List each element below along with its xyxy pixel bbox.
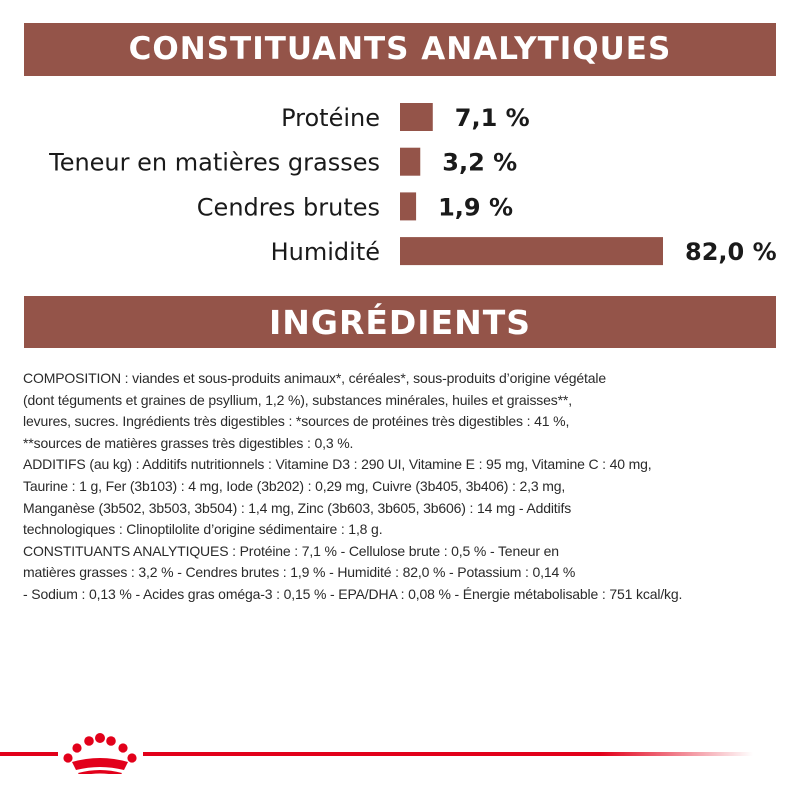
analytical-constituents-chart <box>0 95 800 275</box>
ingredients-line: COMPOSITION : viandes et sous-produits animaux*, céréales*, sous-produits d’origine végétale <box>23 370 607 386</box>
ingredients-line: **sources de matières grasses très digestibles : 0,3 %. <box>23 434 354 451</box>
bar <box>400 237 663 265</box>
ingredients-line: Taurine : 1 g, Fer (3b103) : 4 mg, Iode (3b202) : 0,29 mg, Cuivre (3b405, 3b406) : 2,3 mg, <box>23 477 566 494</box>
ingredients-line: matières grasses : 3,2 % - Cendres brutes : 1,9 % - Humidité : 82,0 % - Potassium : 0,14 % <box>23 564 576 581</box>
category-label: Teneur en matières grasses <box>49 148 380 177</box>
footer-line-left <box>0 752 58 756</box>
ingredients-line: ADDITIFS (au kg) : Additifs nutritionnels : Vitamine D3 : 290 UI, Vitamine E : 95 mg, Vitamine C : 40 mg, <box>23 456 652 473</box>
crown-icon <box>63 733 136 774</box>
ingredients-line: - Sodium : 0,13 % - Acides gras oméga-3 : 0,15 % - EPA/DHA : 0,08 % - Énergie métabolisable : 751 kcal/kg. <box>23 585 683 602</box>
ingredients-line: levures, sucres. Ingrédients très digestibles : *sources de protéines très digestibles : 41 %, <box>23 413 570 430</box>
ingredients-title: INGRÉDIENTS <box>268 303 532 342</box>
value-label: 82,0 % <box>685 238 777 267</box>
category-label: Cendres brutes <box>196 193 380 222</box>
category-label: Humidité <box>270 238 380 267</box>
ingredients-line: CONSTITUANTS ANALYTIQUES : Protéine : 7,1 % - Cellulose brute : 0,5 % - Teneur en <box>23 542 559 559</box>
value-label: 3,2 % <box>442 148 518 177</box>
bar <box>400 103 433 131</box>
category-label: Protéine <box>281 104 380 132</box>
ingredients-line: (dont téguments et graines de psyllium, 1,2 %), substances minérales, huiles et graisses**, <box>23 391 572 408</box>
footer-line-right <box>143 752 753 756</box>
bar <box>400 192 416 220</box>
ingredients-line: technologiques : Clinoptilolite d’origine sédimentaire : 1,8 g. <box>23 521 383 538</box>
bar <box>400 148 420 176</box>
footer-brand-line <box>0 728 800 774</box>
ingredients-line: Manganèse (3b502, 3b503, 3b504) : 1,4 mg, Zinc (3b603, 3b605, 3b606) : 14 mg - Additifs <box>23 499 572 516</box>
value-label: 1,9 % <box>438 193 514 222</box>
analytical-title: CONSTITUANTS ANALYTIQUES <box>128 31 672 67</box>
value-label: 7,1 % <box>454 104 530 132</box>
ingredients-text <box>23 368 783 606</box>
